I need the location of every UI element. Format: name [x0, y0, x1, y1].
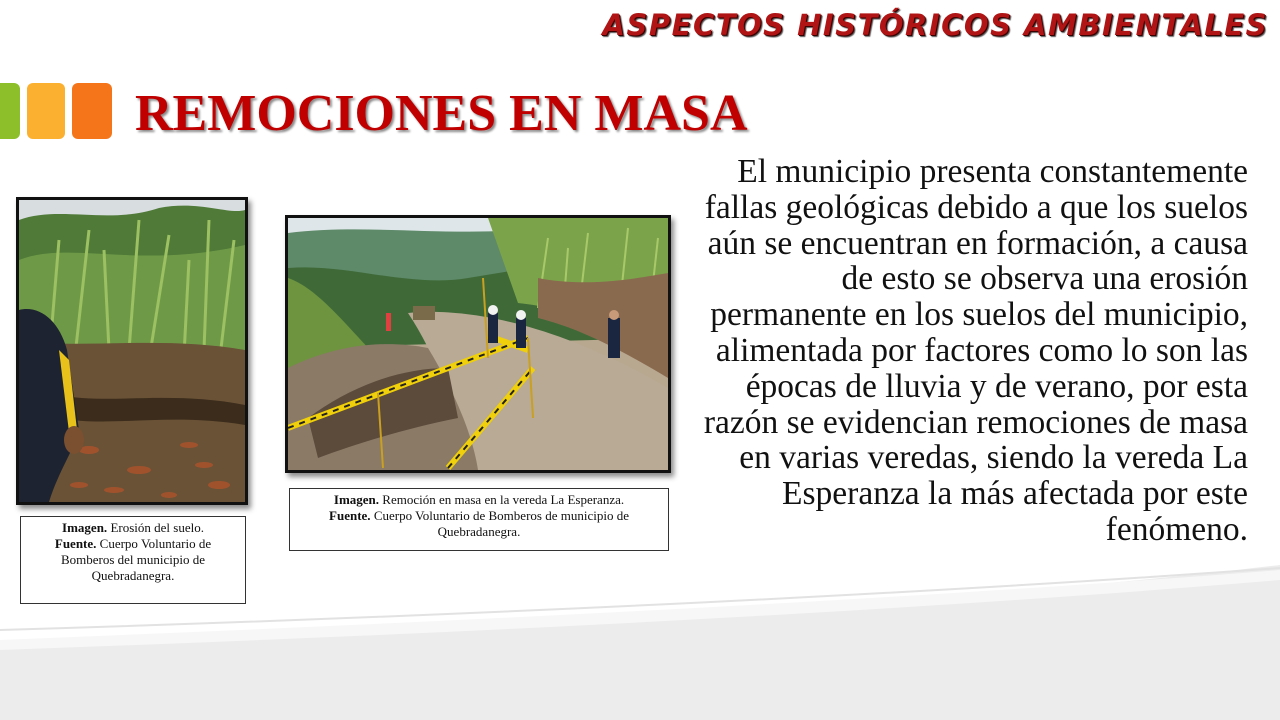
caption-photo-1: [20, 516, 246, 604]
slide-title: REMOCIONES EN MASA: [135, 85, 748, 142]
caption-image-label: Imagen.: [333, 492, 380, 507]
section-header: ASPECTOS HISTÓRICOS AMBIENTALES: [602, 8, 1268, 42]
decor-block-yellow: [27, 83, 65, 139]
decor-block-orange: [72, 83, 112, 139]
caption-image-label: Imagen.: [62, 520, 108, 535]
caption-source-text: Cuerpo Voluntario de Bomberos del municipio de Quebradanegra.: [60, 536, 212, 583]
photo-soil-erosion: [16, 197, 248, 505]
caption-image-text: Erosión del suelo.: [107, 520, 204, 535]
caption-source-label: Fuente.: [54, 536, 97, 551]
body-paragraph: El municipio presenta constantemente fallas geológicas debido a que los suelos aún se encuentran en formación, a causa de esto se observa una erosión permanente en los suelos del municipio, alimentada por factores como lo son las épocas de lluvia y de verano, por esta razón se evidencian remociones de masa en varias veredas, siendo la vereda La Esperanza la más afectada por este fenómeno.: [703, 153, 1248, 548]
caption-source-text: Cuerpo Voluntario de Bomberos de municipio de Quebradanegra.: [370, 508, 629, 539]
caption-image-text: Remoción en masa en la vereda La Esperanza.: [379, 492, 625, 507]
photo-mass-movement: [285, 215, 671, 473]
caption-source-label: Fuente.: [329, 508, 371, 523]
decor-block-green: [0, 83, 20, 139]
caption-photo-2: [289, 488, 669, 551]
